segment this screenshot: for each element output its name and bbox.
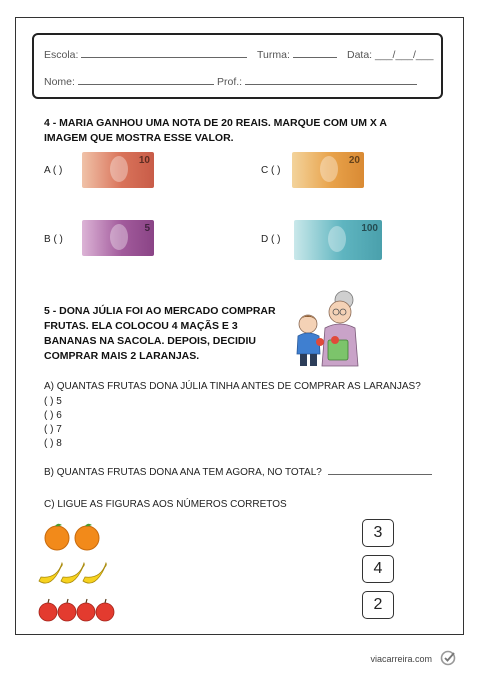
nome-label: Nome: <box>44 76 75 88</box>
prof-label: Prof.: <box>217 76 243 88</box>
banknote-5-value: 5 <box>144 223 150 234</box>
banknote-100-image <box>294 220 382 260</box>
nome-blank[interactable] <box>78 76 214 85</box>
data-field[interactable] <box>347 49 433 61</box>
number-box-4[interactable]: 4 <box>362 555 394 583</box>
data-blank[interactable]: ___/___/___ <box>375 49 434 61</box>
data-label: Data: <box>347 49 373 61</box>
q5-title-line2: FRUTAS. ELA COLOCOU 4 MAÇÃS E 3 <box>44 320 238 332</box>
q4-title-line2: IMAGEM QUE MOSTRA ESSE VALOR. <box>44 132 234 144</box>
turma-blank[interactable] <box>293 49 337 58</box>
turma-field[interactable] <box>257 49 337 61</box>
banknote-100-value: 100 <box>361 223 378 234</box>
number-box-3[interactable]: 3 <box>362 519 394 547</box>
q5-part-b: B) QUANTAS FRUTAS DONA ANA TEM AGORA, NO TOTAL? <box>44 467 322 478</box>
banknote-20-value: 20 <box>348 155 360 166</box>
escola-label: Escola: <box>44 49 79 61</box>
q4-option-a[interactable]: A ( ) <box>44 165 63 176</box>
q5-title-line4: COMPRAR MAIS 2 LARANJAS. <box>44 350 200 362</box>
q5-part-b-row <box>44 466 432 480</box>
q4-option-d[interactable]: D ( ) <box>261 234 281 245</box>
q5-title-line3: BANANAS NA SACOLA. DEPOIS, DECIDIU <box>44 335 256 347</box>
prof-field[interactable] <box>217 76 417 88</box>
banknote-5-image <box>82 220 154 256</box>
grandmother-boy-illustration <box>292 288 364 372</box>
q5-a-option-7[interactable]: ( ) 7 <box>44 424 62 435</box>
q5-a-option-8[interactable]: ( ) 8 <box>44 438 62 449</box>
q5-a-option-6[interactable]: ( ) 6 <box>44 410 62 421</box>
banknote-10-image <box>82 152 154 188</box>
banknote-20-image <box>292 152 364 188</box>
prof-blank[interactable] <box>245 76 417 85</box>
banknote-10-value: 10 <box>138 155 150 166</box>
turma-label: Turma: <box>257 49 290 61</box>
footer-site: viacarreira.com <box>370 654 432 664</box>
apples-group-icon[interactable] <box>38 597 116 623</box>
q4-option-c[interactable]: C ( ) <box>261 165 281 176</box>
q5-part-b-blank[interactable] <box>328 466 432 475</box>
header-box <box>32 33 443 99</box>
nome-field[interactable] <box>44 76 214 88</box>
q5-part-c: C) LIGUE AS FIGURAS AOS NÚMEROS CORRETOS <box>44 499 287 510</box>
number-box-2[interactable]: 2 <box>362 591 394 619</box>
escola-blank[interactable] <box>81 49 247 58</box>
q4-title-line1: 4 - MARIA GANHOU UMA NOTA DE 20 REAIS. MARQUE COM UM X A <box>44 117 388 129</box>
q5-a-option-5[interactable]: ( ) 5 <box>44 396 62 407</box>
escola-field[interactable] <box>44 49 247 61</box>
q5-part-a: A) QUANTAS FRUTAS DONA JÚLIA TINHA ANTES DE COMPRAR AS LARANJAS? <box>44 381 421 392</box>
bananas-group-icon[interactable] <box>37 559 107 589</box>
q5-title-line1: 5 - DONA JÚLIA FOI AO MERCADO COMPRAR <box>44 305 276 317</box>
oranges-group-icon[interactable] <box>42 522 104 552</box>
checkmark-logo-icon <box>440 650 456 666</box>
q4-option-b[interactable]: B ( ) <box>44 234 63 245</box>
